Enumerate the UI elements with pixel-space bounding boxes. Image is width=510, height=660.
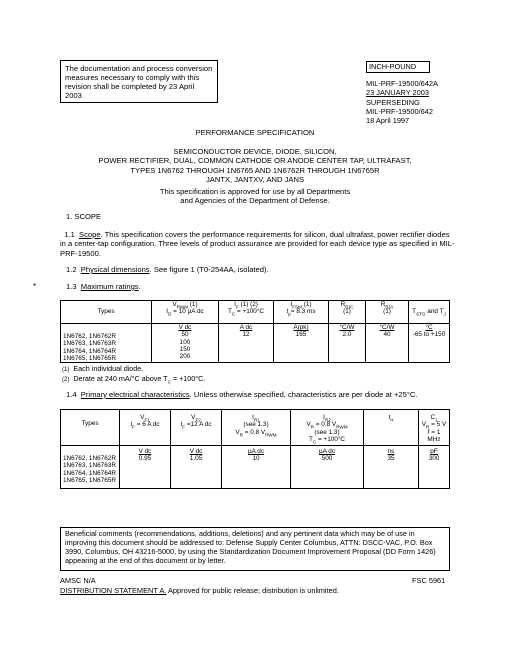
note-2: (2) Derate at 240 mA/°C above $T_C = +100^\circ C$. xyxy=(62,374,206,385)
notes xyxy=(62,364,205,384)
max-col-ifsm: $I_{FSM}$ (1) xyxy=(290,301,312,310)
performance-spec-heading: PERFORMANCE SPECIFICATION xyxy=(195,128,315,137)
max-vrwm-3: 150 xyxy=(179,346,191,354)
max-ifsm-value: 165 xyxy=(295,331,307,339)
elec-col-vf1: $V_{F1}$ xyxy=(140,414,150,423)
max-col-rja-note: (1) xyxy=(383,308,391,316)
elec-col-ir1-ref: (see 1.3) xyxy=(243,421,269,429)
max-col-tstg: $T_{STG}$ and $T_J$ xyxy=(412,308,446,317)
max-col-vrwm-condition: $I_D = 10$ µA dc xyxy=(166,308,204,317)
approval-line-2: and Agencies of the Department of Defense. xyxy=(180,196,330,206)
elec-col-vf2-condition: $I_F =12$ A dc xyxy=(180,421,212,430)
max-type-3: 1N6764, 1N6764R xyxy=(63,347,116,355)
title-line-3: TYPES 1N6762 THROUGH 1N6765 AND 1N6762R THROUGH 1N6765R xyxy=(130,165,380,175)
elec-col-types: Types xyxy=(81,419,99,427)
max-col-ifsm-condition: $t_p= 8.3$ ms xyxy=(286,308,316,317)
max-col-types: Types xyxy=(97,308,115,316)
elec-col-ir1: $I_{R1}$ xyxy=(252,414,260,423)
change-marker: * xyxy=(33,282,37,291)
doc-number: MIL-PRF-19500/642A xyxy=(366,79,438,88)
elec-col-cj-frequency: f = 1 MHz xyxy=(427,428,441,444)
max-col-if: $I_F$ (1) (2) xyxy=(234,301,258,310)
fsc-label: FSC 5961 xyxy=(412,576,446,585)
scope-heading: 1. SCOPE xyxy=(66,212,102,221)
elec-unit-vf2: V dc xyxy=(189,448,203,455)
max-type-2: 1N6763, 1N6763R xyxy=(63,340,116,348)
scope-number: 1.1 xyxy=(64,230,75,239)
elec-type-3: 1N6764, 1N6764R xyxy=(63,469,116,477)
max-col-rjc: $R_{\theta JC}$ xyxy=(340,301,354,310)
max-rja-value: 40 xyxy=(383,331,391,339)
max-rjc-value: 2.0 xyxy=(342,331,352,339)
elec-text: . Unless otherwise specified, characteristics are per diode at +25°C. xyxy=(189,390,418,399)
max-vrwm-4: 200 xyxy=(179,353,191,361)
elec-col-cj-condition: $V_R = 5$ V xyxy=(421,421,447,430)
max-col-rjc-note: (1) xyxy=(343,308,351,316)
max-table-header-row xyxy=(61,301,450,324)
elec-col-ir2-condition: $V_R = 0.8$ $V_{RWM}$ xyxy=(306,421,348,430)
elec-cj-value: 300 xyxy=(428,455,440,463)
elec-number: 1.4 xyxy=(66,390,77,399)
elec-trr-value: 35 xyxy=(387,455,395,463)
max-vrwm-1: 50 xyxy=(181,331,189,339)
elec-col-ir2: $I_{R2}$ xyxy=(323,414,331,423)
max-unit-rja: °C/W xyxy=(379,324,395,331)
max-table-body-row xyxy=(61,324,450,363)
max-label: Maximum ratings xyxy=(80,282,139,291)
elec-table-body-row xyxy=(61,446,450,489)
superseded-number: MIL-PRF-19500/642 xyxy=(366,106,433,116)
notice-box xyxy=(60,60,218,103)
max-tstg-value: -65 to +150 xyxy=(412,331,446,339)
elec-type-2: 1N6763, 1N6763R xyxy=(63,462,116,470)
title-line-4: JANTX, JANTXV, AND JANS xyxy=(205,174,305,184)
elec-unit-ir1: µA dc xyxy=(247,448,265,455)
superseded-date: 18 April 1997 xyxy=(366,116,410,125)
max-if-value: 12 xyxy=(242,331,250,339)
elec-col-ir2-temp: $T_C = +100^\circ C$ xyxy=(308,436,346,445)
comments-text: Beneficial comments (recommendations, additions, deletions) and any pertinent data which may be of use in improving this document should be addressed to: Defense Supply Center Columbus, ATTN: DSCC-VAC, P.O. Box 3990, Columbus, OH 43216-5000, by using the Standardization Document Improvement Proposal (DD Form 1426) appearing at the end of this document or by letter. xyxy=(65,529,436,565)
scope-label: Scope xyxy=(79,230,101,239)
elec-unit-vf1: V dc xyxy=(138,448,152,455)
max-type-1: 1N6762, 1N6762R xyxy=(63,333,116,340)
document-identifier xyxy=(366,79,486,125)
inch-pound-box xyxy=(366,61,430,73)
notice-text: The documentation and process conversion measures necessary to comply with this revision shall be completed by 23 April 2003 xyxy=(65,64,213,101)
elec-type-1: 1N6762, 1N6762R xyxy=(63,455,116,462)
max-text: . xyxy=(138,282,141,291)
distribution-statement xyxy=(60,587,339,596)
dims-number: 1.2 xyxy=(66,265,77,274)
amsc-label: AMSC N/A xyxy=(60,576,96,585)
max-unit-vrwm: V dc xyxy=(178,324,192,331)
scope-text: . This specification covers the performance requirements for silicon, dual ultrafast, power rectifier diodes in a center-tap configuration. Three levels of product assurance are provided for each device type as specified in MIL-PRF-19500. xyxy=(60,230,455,258)
elec-ir2-value: 500 xyxy=(321,455,333,463)
elec-label: Primary electrical characteristics xyxy=(80,390,190,399)
maximum-ratings-table xyxy=(60,300,450,363)
electrical-characteristics-paragraph xyxy=(66,390,417,399)
title-line-1: SEMICONDUCTOR DEVICE, DIODE, SILICON, xyxy=(173,147,337,156)
title-line-2: POWER RECTIFIER, DUAL, COMMON CATHODE OR ANODE CENTER TAP, ULTRAFAST, xyxy=(98,156,412,166)
distribution-label: DISTRIBUTION STATEMENT A. xyxy=(60,586,167,595)
dims-text: . See figure 1 (T0-254AA, isolated). xyxy=(149,265,269,274)
dims-label: Physical dimensions xyxy=(80,265,150,274)
elec-col-vf2: $V_{F2}$ xyxy=(191,414,201,423)
elec-col-ir2-ref: (see 1.3) xyxy=(314,428,340,436)
comments-box xyxy=(60,527,450,571)
electrical-characteristics-table xyxy=(60,409,450,489)
superseding-label: SUPERSEDING xyxy=(366,97,420,107)
max-unit-rjc: °C/W xyxy=(339,324,355,331)
maximum-ratings-paragraph xyxy=(66,282,141,291)
elec-col-vf1-condition: $I_F = 6$ A dc xyxy=(130,421,160,430)
elec-ir1-value: 10 xyxy=(252,455,260,463)
max-unit-if: A dc xyxy=(239,324,253,331)
max-unit-tstg: °C xyxy=(425,324,433,331)
max-vrwm-2: 100 xyxy=(179,338,191,346)
max-unit-ifsm: A(pk) xyxy=(293,324,309,331)
max-type-4: 1N6765, 1N6765R xyxy=(63,355,116,363)
approval-statement xyxy=(0,187,510,205)
elec-col-cj: $C_J$ xyxy=(430,414,438,423)
note-1: (1) Each individual diode. xyxy=(62,364,144,373)
doc-date: 23 JANUARY 2003 xyxy=(366,88,429,98)
elec-type-4: 1N6765, 1N6765R xyxy=(63,477,116,485)
scope-paragraph xyxy=(60,230,455,258)
elec-table-header-row xyxy=(61,410,450,446)
max-col-vrwm: $V_{RWM}$ (1) xyxy=(172,301,198,310)
max-col-if-condition: $T_C = +100^\circ C$ xyxy=(227,308,265,317)
inch-pound-label: INCH-POUND xyxy=(369,62,417,71)
elec-vf2-value: 1.05 xyxy=(189,455,203,463)
physical-dimensions-paragraph xyxy=(66,265,269,274)
elec-vf1-value: 0.95 xyxy=(138,455,152,463)
elec-col-trr: $t_{rr}$ xyxy=(388,414,394,423)
distribution-text: Approved for public release; distribution is unlimited. xyxy=(166,586,339,595)
max-number: 1.3 xyxy=(66,282,77,291)
elec-unit-cj: pF xyxy=(430,448,438,455)
approval-line-1: This specification is approved for use by all Departments xyxy=(159,187,351,196)
elec-unit-ir2: µA dc xyxy=(318,448,336,455)
document-title xyxy=(0,147,510,184)
max-col-rja: $R_{\theta JA}$ xyxy=(380,301,394,310)
elec-col-ir1-condition: $V_R = 0.8$ $V_{RWM}$ xyxy=(235,428,277,437)
elec-unit-trr: ns xyxy=(387,448,395,455)
